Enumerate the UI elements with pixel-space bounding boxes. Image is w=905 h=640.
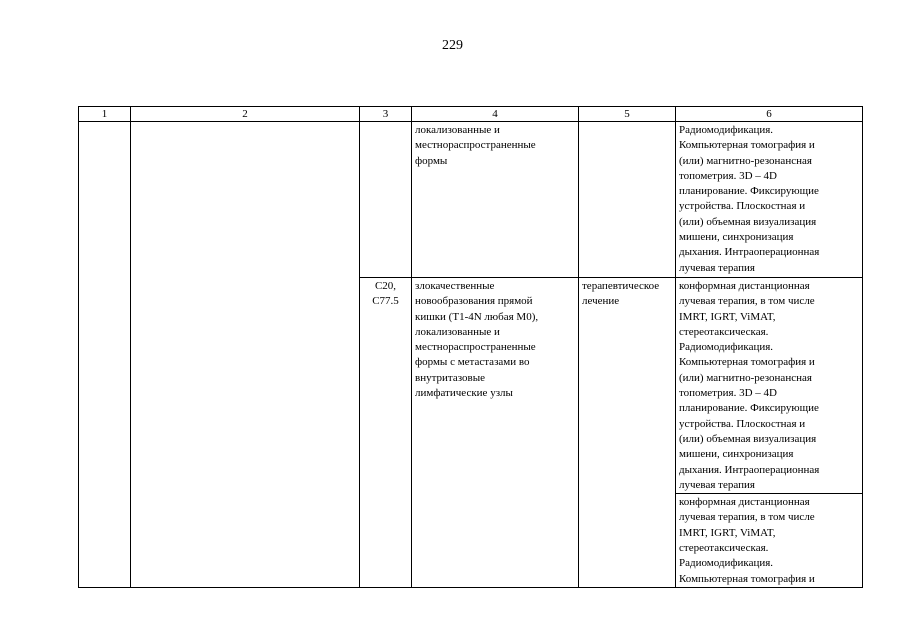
treatment-type-cell: терапевтическое лечение <box>579 278 676 588</box>
treatment-method-cell: конформная дистанционная лучевая терапия, в том числе IMRT, IGRT, ViMAT, стереотаксическая. Радиомодификация. Компьютерная томография и (или) магнитно-резонансная топометрия. 3D – 4D планирование. Фиксирующие устройства. Плоскостная и (или) объемная визуализация мишени, синхронизация дыхания. Интраоперационная лучевая терапия <box>676 278 863 494</box>
treatment-type-cell <box>579 122 676 278</box>
header-cell-1: 1 <box>79 107 131 122</box>
code-cell: C20, C77.5 <box>360 278 412 588</box>
disease-model-cell: локализованные и местнораспространенные формы <box>412 122 579 278</box>
header-cell-5: 5 <box>579 107 676 122</box>
table-header-row <box>79 107 863 122</box>
medical-procedures-table <box>78 106 863 588</box>
col1-merged-cell <box>79 122 131 588</box>
treatment-method-cell: конформная дистанционная лучевая терапия, в том числе IMRT, IGRT, ViMAT, стереотаксическая. Радиомодификация. Компьютерная томография и <box>676 494 863 588</box>
col2-merged-cell <box>131 122 360 588</box>
disease-model-cell: злокачественные новообразования прямой кишки (T1-4N любая M0), локализованные и местнораспространенные формы с метастазами во внутритазовые лимфатические узлы <box>412 278 579 588</box>
header-cell-6: 6 <box>676 107 863 122</box>
header-cell-4: 4 <box>412 107 579 122</box>
code-cell <box>360 122 412 278</box>
treatment-method-cell: Радиомодификация. Компьютерная томография и (или) магнитно-резонансная топометрия. 3D – 4D планирование. Фиксирующие устройства. Плоскостная и (или) объемная визуализация мишени, синхронизация дыхания. Интраоперационная лучевая терапия <box>676 122 863 278</box>
page-number: 229 <box>442 38 463 53</box>
header-cell-3: 3 <box>360 107 412 122</box>
header-cell-2: 2 <box>131 107 360 122</box>
table-row <box>79 122 863 278</box>
